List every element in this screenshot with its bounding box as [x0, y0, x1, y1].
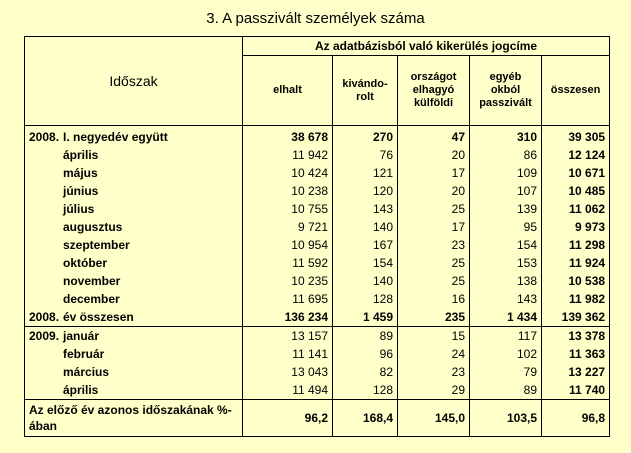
- table-cell: 10 538: [542, 272, 610, 290]
- row-label: [25, 164, 243, 182]
- table-row: [25, 308, 610, 327]
- row-label: [25, 290, 243, 308]
- table-cell: 11 982: [542, 290, 610, 308]
- column-header-died: elhalt: [243, 56, 333, 126]
- table-cell: 11 298: [542, 236, 610, 254]
- table-cell: 17: [398, 164, 470, 182]
- comparison-cell: 96,2: [243, 400, 333, 437]
- table-row: [25, 126, 610, 147]
- table-row: [25, 200, 610, 218]
- table-cell: 23: [398, 363, 470, 381]
- table-cell: 10 424: [243, 164, 333, 182]
- row-period: szeptember: [63, 238, 130, 252]
- table-cell: 25: [398, 254, 470, 272]
- table-cell: 310: [470, 126, 542, 147]
- reason-group-header: Az adatbázisból való kikerülés jogcíme: [243, 37, 610, 56]
- table-cell: 29: [398, 381, 470, 400]
- table-cell: 25: [398, 272, 470, 290]
- table-cell: 10 238: [243, 182, 333, 200]
- column-header-emigrated: kivándo-rolt: [333, 56, 398, 126]
- row-period: május: [63, 166, 98, 180]
- table-cell: 89: [333, 327, 398, 346]
- table-cell: 23: [398, 236, 470, 254]
- table-row: [25, 182, 610, 200]
- row-period: február: [63, 347, 105, 361]
- table-cell: 154: [333, 254, 398, 272]
- table-cell: 10 485: [542, 182, 610, 200]
- row-label: [25, 327, 243, 346]
- table-cell: 79: [470, 363, 542, 381]
- table-cell: 12 124: [542, 146, 610, 164]
- table-cell: 13 043: [243, 363, 333, 381]
- table-cell: 167: [333, 236, 398, 254]
- row-label: [25, 345, 243, 363]
- passive-persons-table: [24, 36, 610, 437]
- table-cell: 121: [333, 164, 398, 182]
- table-cell: 140: [333, 272, 398, 290]
- table-cell: 9 721: [243, 218, 333, 236]
- table-cell: 47: [398, 126, 470, 147]
- table-cell: 11 942: [243, 146, 333, 164]
- row-label: [25, 236, 243, 254]
- table-row: [25, 236, 610, 254]
- table-row: [25, 164, 610, 182]
- comparison-label: Az előző év azonos időszakának %-ában: [25, 400, 243, 437]
- row-period: január: [63, 329, 100, 343]
- row-label: [25, 308, 243, 327]
- row-label: [25, 146, 243, 164]
- table-cell: 86: [470, 146, 542, 164]
- table-cell: 39 305: [542, 126, 610, 147]
- row-label: [25, 182, 243, 200]
- row-period: év összesen: [63, 310, 134, 324]
- table-cell: 13 378: [542, 327, 610, 346]
- table-cell: 24: [398, 345, 470, 363]
- table-cell: 96: [333, 345, 398, 363]
- table-cell: 13 157: [243, 327, 333, 346]
- table-cell: 11 062: [542, 200, 610, 218]
- table-cell: 120: [333, 182, 398, 200]
- row-label: [25, 363, 243, 381]
- table-cell: 11 141: [243, 345, 333, 363]
- table-cell: 16: [398, 290, 470, 308]
- table-row: [25, 345, 610, 363]
- table-cell: 109: [470, 164, 542, 182]
- comparison-row: [25, 400, 610, 437]
- row-period: november: [63, 274, 121, 288]
- table-cell: 10 954: [243, 236, 333, 254]
- table-cell: 270: [333, 126, 398, 147]
- table-cell: 140: [333, 218, 398, 236]
- table-row: [25, 218, 610, 236]
- table-cell: 136 234: [243, 308, 333, 327]
- row-period: I. negyedév együtt: [63, 130, 168, 144]
- table-cell: 25: [398, 200, 470, 218]
- table-cell: 13 227: [542, 363, 610, 381]
- row-label: [25, 254, 243, 272]
- comparison-cell: 103,5: [470, 400, 542, 437]
- table-cell: 9 973: [542, 218, 610, 236]
- table-cell: 11 363: [542, 345, 610, 363]
- row-label: [25, 200, 243, 218]
- table-row: [25, 254, 610, 272]
- period-header: Időszak: [25, 37, 243, 126]
- row-period: október: [63, 256, 108, 270]
- table-cell: 102: [470, 345, 542, 363]
- table-cell: 11 924: [542, 254, 610, 272]
- table-cell: 1 434: [470, 308, 542, 327]
- table-cell: 11 592: [243, 254, 333, 272]
- table-row: [25, 327, 610, 346]
- table-cell: 89: [470, 381, 542, 400]
- row-label: [25, 272, 243, 290]
- table-body: [25, 126, 610, 437]
- table-row: [25, 381, 610, 400]
- table-row: [25, 363, 610, 381]
- table-cell: 20: [398, 182, 470, 200]
- table-cell: 128: [333, 290, 398, 308]
- table-row: [25, 272, 610, 290]
- table-cell: 95: [470, 218, 542, 236]
- table-cell: 20: [398, 146, 470, 164]
- column-header-foreigner-left: országot elhagyó külföldi: [398, 56, 470, 126]
- row-period: augusztus: [63, 220, 123, 234]
- table-cell: 15: [398, 327, 470, 346]
- table-cell: 10 671: [542, 164, 610, 182]
- row-period: július: [63, 202, 95, 216]
- table-cell: 153: [470, 254, 542, 272]
- table-cell: 138: [470, 272, 542, 290]
- table-row: [25, 146, 610, 164]
- table-cell: 107: [470, 182, 542, 200]
- table-cell: 117: [470, 327, 542, 346]
- comparison-cell: 145,0: [398, 400, 470, 437]
- table-cell: 128: [333, 381, 398, 400]
- row-label: [25, 126, 243, 147]
- table-cell: 1 459: [333, 308, 398, 327]
- table-cell: 11 695: [243, 290, 333, 308]
- table-cell: 143: [333, 200, 398, 218]
- table-cell: 38 678: [243, 126, 333, 147]
- row-period: március: [63, 365, 110, 379]
- row-period: december: [63, 292, 120, 306]
- table-cell: 11 494: [243, 381, 333, 400]
- row-period: április: [63, 148, 99, 162]
- row-period: június: [63, 184, 99, 198]
- table-cell: 17: [398, 218, 470, 236]
- table-cell: 235: [398, 308, 470, 327]
- column-header-other-reason: egyéb okból passzivált: [470, 56, 542, 126]
- table-cell: 139: [470, 200, 542, 218]
- table-title: 3. A passzivált személyek száma: [206, 10, 425, 27]
- row-label: [25, 218, 243, 236]
- table-cell: 11 740: [542, 381, 610, 400]
- table-cell: 10 235: [243, 272, 333, 290]
- table-cell: 76: [333, 146, 398, 164]
- row-label: [25, 381, 243, 400]
- comparison-cell: 168,4: [333, 400, 398, 437]
- row-period: április: [63, 383, 99, 397]
- comparison-cell: 96,8: [542, 400, 610, 437]
- table-row: [25, 290, 610, 308]
- table-cell: 154: [470, 236, 542, 254]
- table-cell: 143: [470, 290, 542, 308]
- table-cell: 139 362: [542, 308, 610, 327]
- table-cell: 82: [333, 363, 398, 381]
- row-year: 2009.: [29, 329, 60, 343]
- column-header-total: összesen: [542, 56, 610, 126]
- table-cell: 10 755: [243, 200, 333, 218]
- row-year: 2008.: [29, 310, 60, 324]
- row-year: 2008.: [29, 130, 60, 144]
